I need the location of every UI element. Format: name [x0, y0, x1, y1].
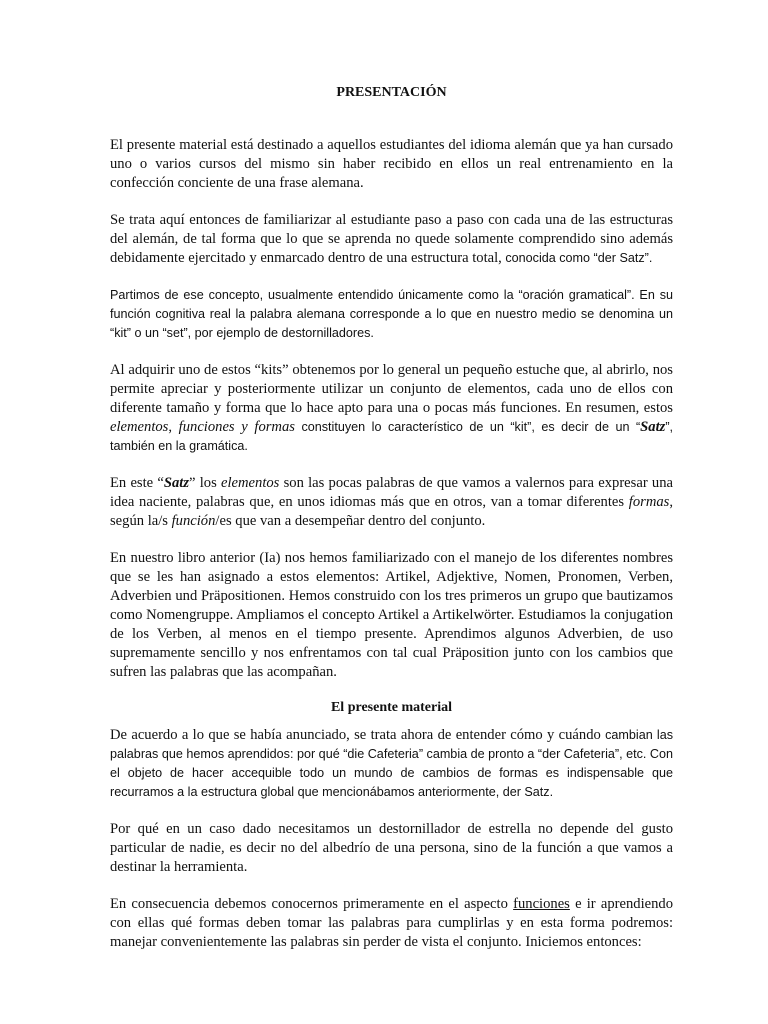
paragraph-structures [110, 211, 673, 268]
kits-text-b: constituyen lo característico de un “kit”, es decir de un “ [294, 420, 641, 434]
paragraph-changes [110, 726, 673, 802]
kits-satz: Satz [640, 419, 666, 435]
kits-sep: , [168, 419, 179, 435]
satz-word: Satz [163, 475, 190, 491]
consequence-text-a: En consecuencia debemos conocernos primeramente en el aspecto [110, 896, 514, 912]
kits-text-c: ”, también en la gramática. [110, 420, 674, 453]
kits-y: y [234, 419, 255, 435]
paragraph-concept: Partimos de ese concepto, usualmente entendido únicamente como la “oración gramatical”. En su función cognitiva real la palabra alemana corresponde a lo que en nuestro medio se denomina un “kit” o un “set”, por ejemplo de destornilladores. [110, 288, 673, 340]
paragraph-previous-book: En nuestro libro anterior (Ia) nos hemos familiarizado con el manejo de los diferentes nombres que se les han asignado a estos elementos: Artikel, Adjektive, Nomen, Pronomen, Verben, Adverbien und Präpositionen. Hemos construido con los tres primeros un grupo que bautizamos como Nomengruppe. Ampliamos el concepto Artikel a Artikelwörter. Estudiamos la conjugation de los Verben, al menos en el tiempo presente. Aprendimos algunos Adverbien, de uso supremamente sencillo y nos enfrentamos con tal cual Präposition junto con los cambios que sufren las palabras que las acompañan. [110, 550, 673, 680]
satz-text-a: En este “ [110, 475, 164, 491]
satz-text-c: son las pocas palabras de que vamos a valernos para expresar una idea naciente, palabras que, en unos idiomas más que en otros, van a tomar diferentes [110, 475, 673, 510]
satz-text-e: /es que van a desempeñar dentro del conjunto. [215, 513, 486, 529]
paragraph-structures-satz: conocida como “der Satz”. [501, 251, 653, 265]
consequence-text-b: e ir aprendiendo con ellas qué formas deben tomar las palabras para cumplirlas y en esta forma podremos: manejar convenientemente las palabras sin perder de vista el conjunto. Iniciemos entonces: [110, 896, 674, 950]
changes-text-a: De acuerdo a lo que se había anunciado, se trata ahora de entender cómo y cuándo [110, 727, 606, 743]
consequence-funciones-link: funciones [513, 896, 570, 912]
document-body [110, 83, 673, 970]
paragraph-structures-text: Se trata aquí entonces de familiarizar al estudiante paso a paso con cada una de las estructuras del alemán, de tal forma que lo que se aprenda no quede solamente comprendido sino además debidamente ejercitado y enmarcado dentro de una estructura total, [110, 212, 673, 266]
satz-text-d: , según la/s [110, 494, 673, 529]
satz-elementos: elementos [221, 475, 280, 491]
paragraph-consequence [110, 895, 673, 952]
kits-funciones: funciones [178, 419, 235, 435]
kits-text-a: Al adquirir uno de estos “kits” obtenemos por lo general un pequeño estuche que, al abrirlo, nos permite apreciar y posteriormente utilizar un conjunto de elementos, cada uno de ellos con diferente tamaño y forma que lo hace apto para una o pocas más funciones. En resumen, estos [110, 362, 673, 416]
paragraph-screwdriver: Por qué en un caso dado necesitamos un destornillador de estrella no depende del gusto particular de nadie, es decir no del albedrío de una persona, sino de la función a que vamos a destinar la herramienta. [110, 821, 673, 875]
page-title: PRESENTACIÓN [336, 85, 447, 100]
satz-formas: formas [628, 494, 670, 510]
changes-text-b: cambian las palabras que hemos aprendidos: por qué “die Cafeteria” cambia de pronto a “der Cafeteria”, etc. Con el objeto de hacer accequible todo un mundo de cambios de formas es indispensable que recurramos a la estructura global que mencionábamos anteriormente, der Satz. [110, 728, 674, 799]
section-heading: El presente material [330, 700, 453, 715]
satz-funcion: función [171, 513, 216, 529]
satz-text-b: ” los [189, 475, 221, 491]
kits-elementos: elementos [110, 419, 169, 435]
paragraph-kits [110, 361, 673, 456]
kits-formas: formas [254, 419, 295, 435]
paragraph-intro: El presente material está destinado a aquellos estudiantes del idioma alemán que ya han cursado uno o varios cursos del mismo sin haber recibido en ellos un real entrenamiento en la confección conciente de una frase alemana. [110, 137, 673, 191]
paragraph-satz-elements [110, 474, 673, 531]
